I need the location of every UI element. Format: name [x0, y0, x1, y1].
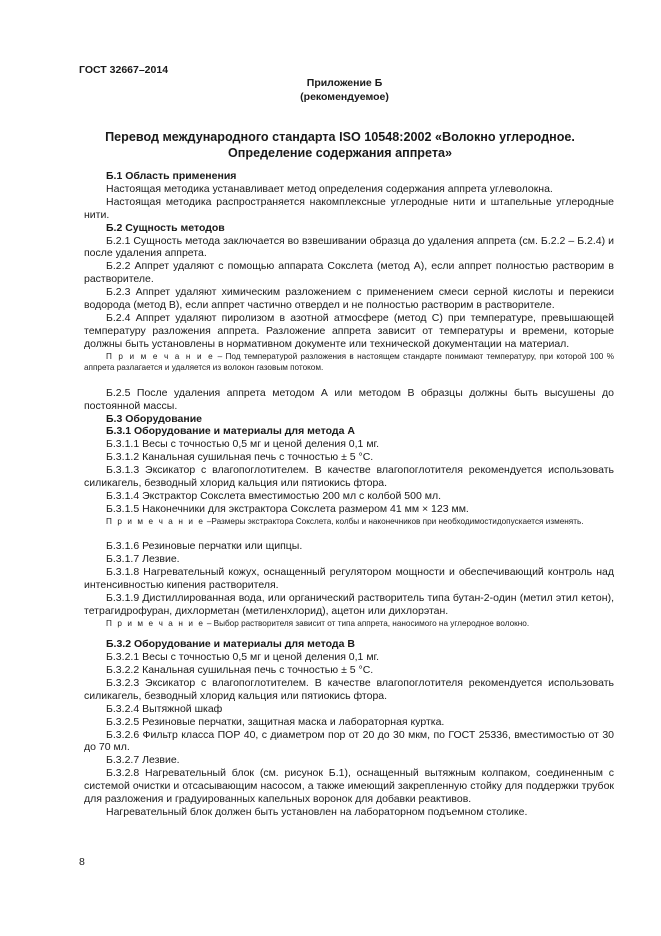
- paragraph: Б.3.1.7 Лезвие.: [106, 553, 180, 566]
- spacer: [84, 374, 614, 387]
- paragraph: Б.3.2.4 Вытяжной шкаф: [106, 702, 223, 715]
- paragraph: Б.3.1.2 Канальная сушильная печь с точностью ± 5 °С.: [106, 451, 374, 464]
- note-label: П р и м е ч а н и е: [106, 618, 205, 628]
- note: [84, 516, 614, 528]
- paragraph: Б.3.2.5 Резиновые перчатки, защитная маска и лабораторная куртка.: [106, 715, 445, 728]
- paragraph: Б.3.2.8 Нагревательный блок (см. рисунок Б.1), оснащенный вытяжным колпаком, соединенным с системой очистки и отсасывающим насосом, а также имеющий закрепленную стойку для поддержки трубок для разложения и градуированных капельных воронок для добавки реактивов.: [84, 767, 614, 806]
- paragraph: Б.3.1.3 Эксикатор с влагопоглотителем. В качестве влагопоглотителя рекомендуется использовать силикагель, безводный хлорид кальция или пятиокись фтора.: [84, 464, 614, 490]
- note: [84, 351, 614, 374]
- document-body: [84, 170, 614, 819]
- paragraph: Б.3.2.6 Фильтр класса ПОР 40, с диаметром пор от 20 до 30 мкм, по ГОСТ 25336, вместимостью от 30 до 70 мл.: [84, 728, 614, 754]
- paragraph: Настоящая методика распространяется накомплексные углеродные нити и штапельные углеродные нити.: [84, 195, 614, 221]
- note: [84, 618, 614, 630]
- paragraph: Б.3.1.8 Нагревательный кожух, оснащенный регулятором мощности и обеспечивающий контроль над интенсивностью кипения растворителя.: [84, 566, 614, 591]
- paragraph: Б.2.1 Сущность метода заключается во взвешивании образца до удаления аппрета (см. Б.2.2 – Б.2.4) и после удаления аппрета.: [84, 234, 614, 260]
- note-label: П р и м е ч а н и е: [106, 351, 215, 361]
- section-heading: Б.3 Оборудование: [106, 412, 203, 425]
- note-text: – Выбор растворителя зависит от типа аппрета, наносимого на углеродное волокно.: [204, 618, 530, 628]
- note-label: П р и м е ч а н и е: [106, 516, 205, 526]
- paragraph: Б.3.1.9 Дистиллированная вода, или органический растворитель типа бутан-2-один (метил этил кетон), тетрагидрофуран, дихлорметан (метиленхлорид), ацетон или дихлорэтан.: [84, 591, 614, 617]
- paragraph: Б.3.2.7 Лезвие.: [106, 754, 180, 767]
- standard-header: ГОСТ 32667–2014: [79, 64, 169, 76]
- subsection-heading: Б.3.2 Оборудование и материалы для метода В: [106, 638, 355, 651]
- paragraph: Б.3.1.6 Резиновые перчатки или щипцы.: [106, 540, 303, 553]
- spacer: [84, 629, 614, 638]
- paragraph: Б.3.2.3 Эксикатор с влагопоглотителем. В качестве влагопоглотителя рекомендуется использовать силикагель, безводный хлорид кальция или пятиокись фтора.: [84, 676, 614, 702]
- paragraph: Б.3.1.1 Весы с точностью 0,5 мг и ценой деления 0,1 мг.: [106, 438, 379, 451]
- note-text: – Под температурой разложения в настоящем стандарте понимают температуру, при которой 100 % аппрета разлагается и удаляется из волокон газовым потоком.: [84, 351, 614, 373]
- page-number: 8: [79, 856, 85, 868]
- paragraph: Б.2.4 Аппрет удаляют пиролизом в азотной атмосфере (метод С) при температуре, превышающей температуру разложения аппрета. Разложение аппрета зависит от температуры и времени, которые должны быть установлены в нормативном документе или технической документации на материал.: [84, 311, 614, 350]
- paragraph: Б.3.1.4 Экстрактор Сокслета вместимостью 200 мл с колбой 500 мл.: [106, 489, 441, 502]
- paragraph: Б.2.5 После удаления аппрета методом А или методом В образцы должны быть высушены до постоянной массы.: [84, 386, 614, 412]
- paragraph: Б.2.2 Аппрет удаляют с помощью аппарата Сокслета (метод А), если аппрет полностью растворим в растворителе.: [84, 260, 614, 286]
- paragraph: Настоящая методика устанавливает метод определения содержания аппрета углеволокна.: [106, 182, 553, 195]
- appendix-title: Приложение Б: [306, 77, 383, 89]
- section-heading: Б.2 Сущность методов: [106, 221, 225, 234]
- note-text: –Размеры экстрактора Сокслета, колбы и наконечников при необходимостидопускается изменять.: [204, 516, 584, 526]
- paragraph: Б.2.3 Аппрет удаляют химическим разложением с применением смеси серной кислоты и перекиси водорода (метод В), если аппрет частично отвердел и не полностью растворим в растворителе.: [84, 286, 614, 312]
- paragraph: Нагревательный блок должен быть установлен на лабораторном подъемном столике.: [106, 805, 528, 818]
- spacer: [84, 527, 614, 540]
- document-title: Перевод международного стандарта ISO 10548:2002 «Волокно углеродное. Определение содержания аппрета»: [105, 130, 575, 160]
- appendix-subtitle: (рекомендуемое): [300, 91, 389, 103]
- paragraph: Б.3.2.1 Весы с точностью 0,5 мг и ценой деления 0,1 мг.: [106, 651, 379, 664]
- subsection-heading: Б.3.1 Оборудование и материалы для метода А: [106, 425, 355, 438]
- section-heading: Б.1 Область применения: [106, 170, 237, 182]
- paragraph: Б.3.1.5 Наконечники для экстрактора Сокслета размером 41 мм × 123 мм.: [106, 502, 469, 515]
- paragraph: Б.3.2.2 Канальная сушильная печь с точностью ± 5 °С.: [106, 664, 374, 676]
